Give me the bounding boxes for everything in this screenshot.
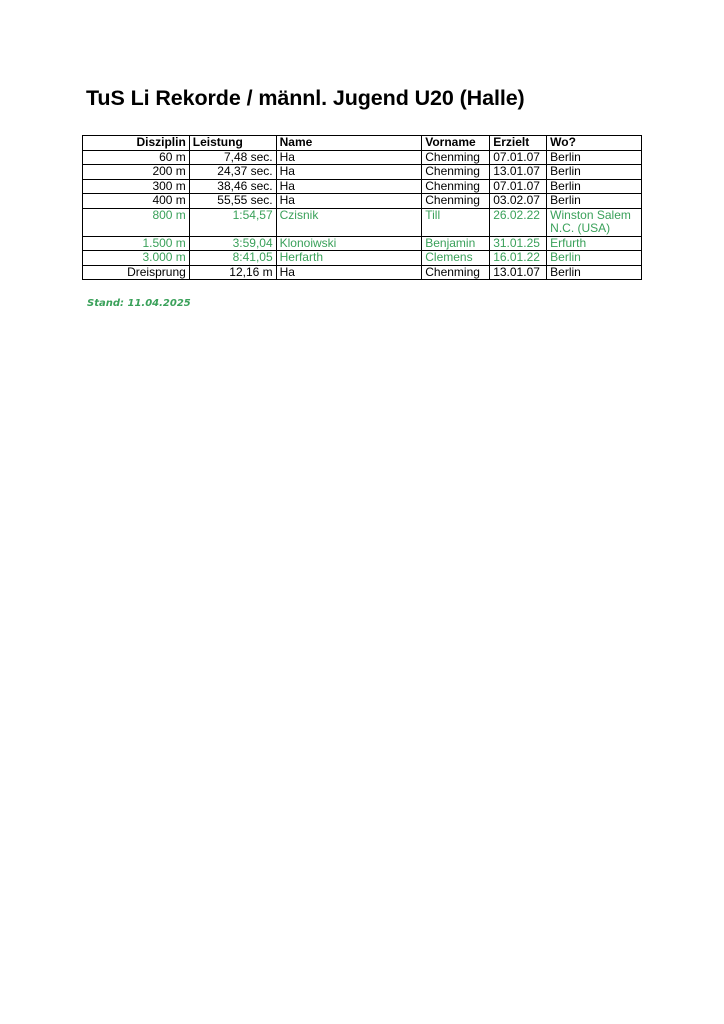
cell-leistung: 24,37 sec. (189, 165, 276, 180)
column-header-name: Name (276, 136, 422, 151)
cell-wo: Berlin (547, 251, 642, 266)
column-header-vorname: Vorname (422, 136, 490, 151)
cell-leistung: 12,16 m (189, 265, 276, 280)
cell-disziplin: 1.500 m (83, 236, 190, 251)
cell-leistung: 1:54,57 (189, 208, 276, 236)
cell-disziplin: 60 m (83, 150, 190, 165)
cell-name: Ha (276, 165, 422, 180)
cell-leistung: 3:59,04 (189, 236, 276, 251)
table-row (83, 179, 642, 194)
cell-leistung: 7,48 sec. (189, 150, 276, 165)
cell-wo: Berlin (547, 194, 642, 209)
cell-erzielt: 31.01.25 (490, 236, 547, 251)
cell-leistung: 8:41,05 (189, 251, 276, 266)
cell-erzielt: 13.01.07 (490, 165, 547, 180)
cell-leistung: 55,55 sec. (189, 194, 276, 209)
column-header-disziplin: Disziplin (83, 136, 190, 151)
cell-leistung: 38,46 sec. (189, 179, 276, 194)
table-row (83, 265, 642, 280)
cell-disziplin: 200 m (83, 165, 190, 180)
cell-erzielt: 03.02.07 (490, 194, 547, 209)
cell-vorname: Chenming (422, 150, 490, 165)
table-row (83, 165, 642, 180)
cell-erzielt: 13.01.07 (490, 265, 547, 280)
cell-wo: Erfurth (547, 236, 642, 251)
table-row (83, 251, 642, 266)
cell-wo: Berlin (547, 165, 642, 180)
cell-vorname: Chenming (422, 165, 490, 180)
table-header-row (83, 136, 642, 151)
cell-name: Ha (276, 194, 422, 209)
table-row (83, 150, 642, 165)
table-row (83, 208, 642, 236)
cell-disziplin: 300 m (83, 179, 190, 194)
cell-name: Czisnik (276, 208, 422, 236)
cell-vorname: Clemens (422, 251, 490, 266)
cell-disziplin: Dreisprung (83, 265, 190, 280)
records-body (83, 150, 642, 280)
cell-wo: Winston Salem N.C. (USA) (547, 208, 642, 236)
cell-name: Ha (276, 179, 422, 194)
cell-vorname: Chenming (422, 179, 490, 194)
page-title: TuS Li Rekorde / männl. Jugend U20 (Halle) (86, 86, 525, 110)
cell-name: Klonoiwski (276, 236, 422, 251)
cell-disziplin: 3.000 m (83, 251, 190, 266)
cell-name: Herfarth (276, 251, 422, 266)
table-row (83, 194, 642, 209)
cell-name: Ha (276, 150, 422, 165)
cell-wo: Berlin (547, 150, 642, 165)
cell-erzielt: 26.02.22 (490, 208, 547, 236)
cell-name: Ha (276, 265, 422, 280)
column-header-leistung: Leistung (189, 136, 276, 151)
cell-wo: Berlin (547, 265, 642, 280)
column-header-wo: Wo? (547, 136, 642, 151)
cell-erzielt: 16.01.22 (490, 251, 547, 266)
cell-wo: Berlin (547, 179, 642, 194)
records-table (82, 135, 642, 280)
cell-vorname: Till (422, 208, 490, 236)
cell-erzielt: 07.01.07 (490, 179, 547, 194)
cell-vorname: Chenming (422, 194, 490, 209)
cell-disziplin: 800 m (83, 208, 190, 236)
table-row (83, 236, 642, 251)
cell-erzielt: 07.01.07 (490, 150, 547, 165)
stand-date: Stand: 11.04.2025 (87, 298, 191, 309)
cell-vorname: Benjamin (422, 236, 490, 251)
cell-vorname: Chenming (422, 265, 490, 280)
column-header-erzielt: Erzielt (490, 136, 547, 151)
cell-disziplin: 400 m (83, 194, 190, 209)
